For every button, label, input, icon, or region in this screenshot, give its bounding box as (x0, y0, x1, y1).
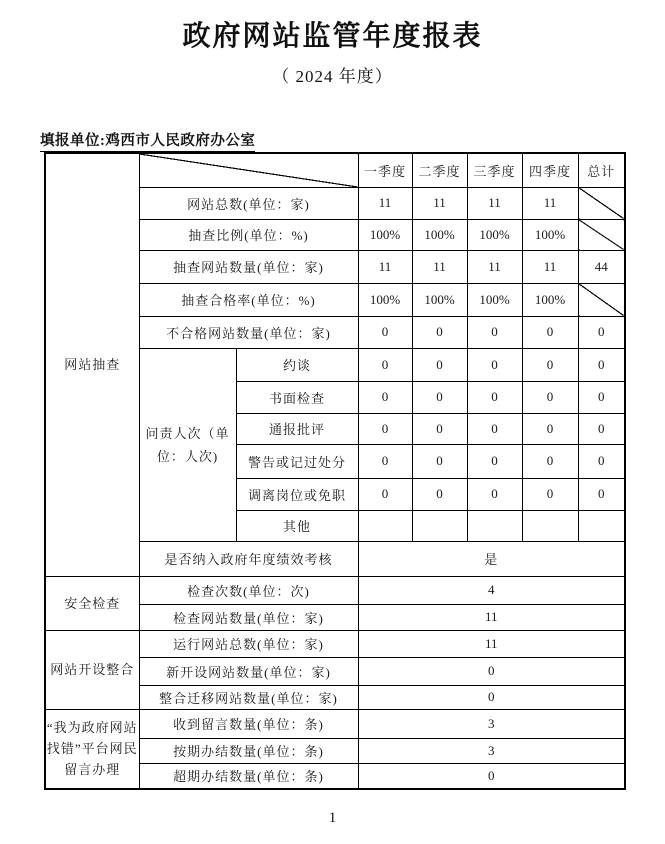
quarter-value: 0 (412, 381, 467, 413)
row-label: 检查网站数量(单位：家) (139, 604, 358, 630)
merged-value: 0 (358, 657, 625, 685)
quarter-value: 100% (412, 219, 467, 250)
quarter-value: 100% (412, 283, 467, 316)
group-cell-site-sampling: 网站抽查 (45, 153, 139, 576)
quarter-value: 0 (467, 478, 522, 510)
column-header-q2: 二季度 (412, 153, 467, 187)
row-label: 整合迁移网站数量(单位：家) (139, 685, 358, 709)
column-header-total: 总计 (578, 153, 625, 187)
reporting-unit: 填报单位:鸡西市人民政府办公室 (40, 129, 255, 152)
quarter-value: 0 (467, 348, 522, 381)
total-value: 44 (578, 250, 625, 283)
quarter-value: 11 (467, 187, 522, 219)
quarter-value: 0 (467, 316, 522, 348)
row-label: 抽查网站数量(单位：家) (139, 250, 358, 283)
quarter-value: 11 (358, 250, 412, 283)
quarter-value: 0 (412, 348, 467, 381)
total-value: 0 (578, 478, 625, 510)
row-label-accountability: 问责人次（单位：人次) (139, 348, 236, 541)
diagonal-slash-cell (578, 187, 625, 219)
quarter-value: 0 (522, 478, 578, 510)
table-row (45, 576, 625, 604)
merged-value: 0 (358, 763, 625, 789)
row-label: 按期办结数量(单位：条) (139, 738, 358, 763)
total-value: 0 (578, 444, 625, 478)
quarter-value: 100% (522, 219, 578, 250)
quarter-value: 0 (358, 478, 412, 510)
quarter-value: 0 (358, 444, 412, 478)
quarter-value: 11 (467, 250, 522, 283)
quarter-value: 0 (358, 413, 412, 444)
quarter-value: 0 (467, 381, 522, 413)
row-label: 检查次数(单位：次) (139, 576, 358, 604)
total-value: 0 (578, 316, 625, 348)
annual-report-table (44, 152, 626, 790)
sub-row-label: 警告或记过处分 (236, 444, 358, 478)
quarter-value-empty (358, 510, 412, 541)
quarter-value: 0 (467, 413, 522, 444)
row-label: 超期办结数量(单位：条) (139, 763, 358, 789)
merged-value: 11 (358, 604, 625, 630)
total-value-empty (578, 510, 625, 541)
quarter-value: 0 (522, 316, 578, 348)
merged-value: 3 (358, 738, 625, 763)
quarter-value: 0 (412, 316, 467, 348)
column-header-q1: 一季度 (358, 153, 412, 187)
header-slash-cell (139, 153, 358, 187)
total-value: 0 (578, 381, 625, 413)
sub-row-label: 通报批评 (236, 413, 358, 444)
merged-value: 4 (358, 576, 625, 604)
quarter-value: 0 (358, 316, 412, 348)
merged-value: 0 (358, 685, 625, 709)
header-row (45, 153, 625, 187)
row-label: 新开设网站数量(单位：家) (139, 657, 358, 685)
quarter-value: 0 (522, 413, 578, 444)
column-header-q4: 四季度 (522, 153, 578, 187)
sub-row-label: 其他 (236, 510, 358, 541)
group-cell-security-check: 安全检查 (45, 576, 139, 630)
quarter-value: 11 (412, 250, 467, 283)
quarter-value-empty (522, 510, 578, 541)
quarter-value: 0 (412, 478, 467, 510)
quarter-value: 11 (522, 187, 578, 219)
merged-value: 是 (358, 541, 625, 576)
quarter-value: 100% (358, 283, 412, 316)
quarter-value: 0 (522, 348, 578, 381)
row-label: 网站总数(单位：家) (139, 187, 358, 219)
quarter-value: 0 (358, 348, 412, 381)
quarter-value: 11 (522, 250, 578, 283)
total-value: 0 (578, 348, 625, 381)
group-cell-feedback: “我为政府网站找错”平台网民留言办理 (45, 709, 139, 789)
row-label: 运行网站总数(单位：家) (139, 630, 358, 657)
quarter-value: 100% (467, 219, 522, 250)
row-label: 抽查合格率(单位：%) (139, 283, 358, 316)
quarter-value: 11 (412, 187, 467, 219)
sub-row-label: 约谈 (236, 348, 358, 381)
quarter-value: 0 (467, 444, 522, 478)
diagonal-slash-cell (578, 219, 625, 250)
page-number: 1 (328, 810, 337, 826)
quarter-value: 11 (358, 187, 412, 219)
quarter-value: 0 (522, 381, 578, 413)
page-title: 政府网站监管年度报表 (182, 21, 483, 52)
row-label: 不合格网站数量(单位：家) (139, 316, 358, 348)
table-row (45, 709, 625, 738)
merged-value: 3 (358, 709, 625, 738)
quarter-value: 0 (522, 444, 578, 478)
sub-row-label: 书面检查 (236, 381, 358, 413)
quarter-value: 0 (412, 444, 467, 478)
quarter-value-empty (467, 510, 522, 541)
diagonal-slash-cell (578, 283, 625, 316)
quarter-value: 0 (358, 381, 412, 413)
group-cell-site-setup: 网站开设整合 (45, 630, 139, 709)
quarter-value: 100% (358, 219, 412, 250)
row-label: 是否纳入政府年度绩效考核 (139, 541, 358, 576)
quarter-value-empty (412, 510, 467, 541)
table-row (45, 630, 625, 657)
page-subtitle: （ 2024 年度） (272, 67, 393, 86)
row-label: 抽查比例(单位：%) (139, 219, 358, 250)
column-header-q3: 三季度 (467, 153, 522, 187)
merged-value: 11 (358, 630, 625, 657)
quarter-value: 100% (522, 283, 578, 316)
row-label: 收到留言数量(单位：条) (139, 709, 358, 738)
sub-row-label: 调离岗位或免职 (236, 478, 358, 510)
total-value: 0 (578, 413, 625, 444)
quarter-value: 0 (412, 413, 467, 444)
quarter-value: 100% (467, 283, 522, 316)
